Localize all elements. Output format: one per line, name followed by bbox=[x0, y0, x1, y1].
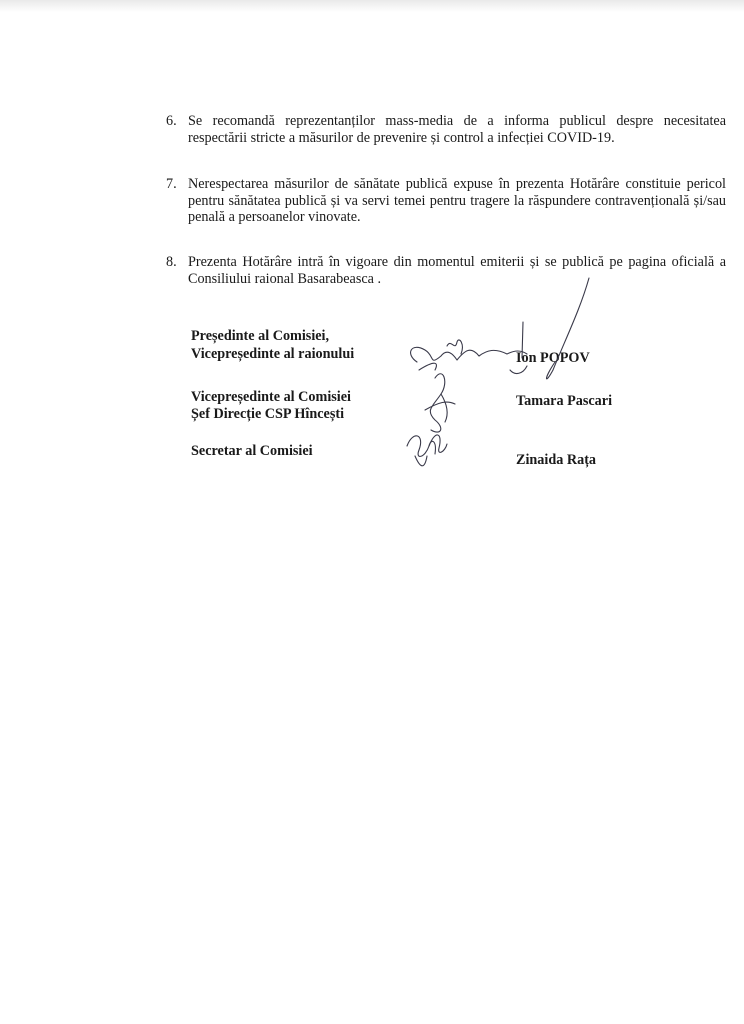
signatory-1-name: Ion POPOV bbox=[516, 350, 590, 366]
signatory-3-name: Zinaida Rața bbox=[516, 452, 597, 468]
signatory-2-role-line1: Vicepreședinte al Comisiei bbox=[191, 389, 351, 405]
clause-number: 8. bbox=[166, 254, 177, 270]
signature-stroke bbox=[547, 278, 590, 379]
clause-number: 6. bbox=[166, 113, 177, 129]
handwritten-signatures bbox=[395, 270, 615, 490]
clause-number: 7. bbox=[166, 176, 177, 192]
clause-text: Se recomandă reprezentanților mass-media de a informa publicul despre necesitatea respectării stricte a măsurilor de prevenire și control a infecției COVID-19. bbox=[188, 113, 726, 146]
scan-edge-shadow bbox=[0, 0, 744, 12]
signatory-1-role-line1: Președinte al Comisiei, bbox=[191, 328, 330, 344]
clause-text: Prezenta Hotărâre intră în vigoare din momentul emiterii și se publică pe pagina oficială a Consiliului raional Basarabeasca . bbox=[188, 254, 726, 287]
clause-6 bbox=[166, 113, 726, 146]
signatory-2-role-line2: Șef Direcție CSP Hîncești bbox=[191, 406, 345, 422]
clause-7 bbox=[166, 176, 726, 226]
clause-text: Nerespectarea măsurilor de sănătate publică expuse în prezenta Hotărâre constituie pericol pentru sănătatea publică și va servi temei pentru tragere la răspundere contravențională și/sau penală a persoanelor vinovate. bbox=[188, 176, 726, 225]
signatory-3-role-line1: Secretar al Comisiei bbox=[191, 443, 313, 459]
signatory-1-role-line2: Vicepreședinte al raionului bbox=[191, 346, 355, 362]
signatory-2-name: Tamara Pascari bbox=[516, 393, 613, 409]
